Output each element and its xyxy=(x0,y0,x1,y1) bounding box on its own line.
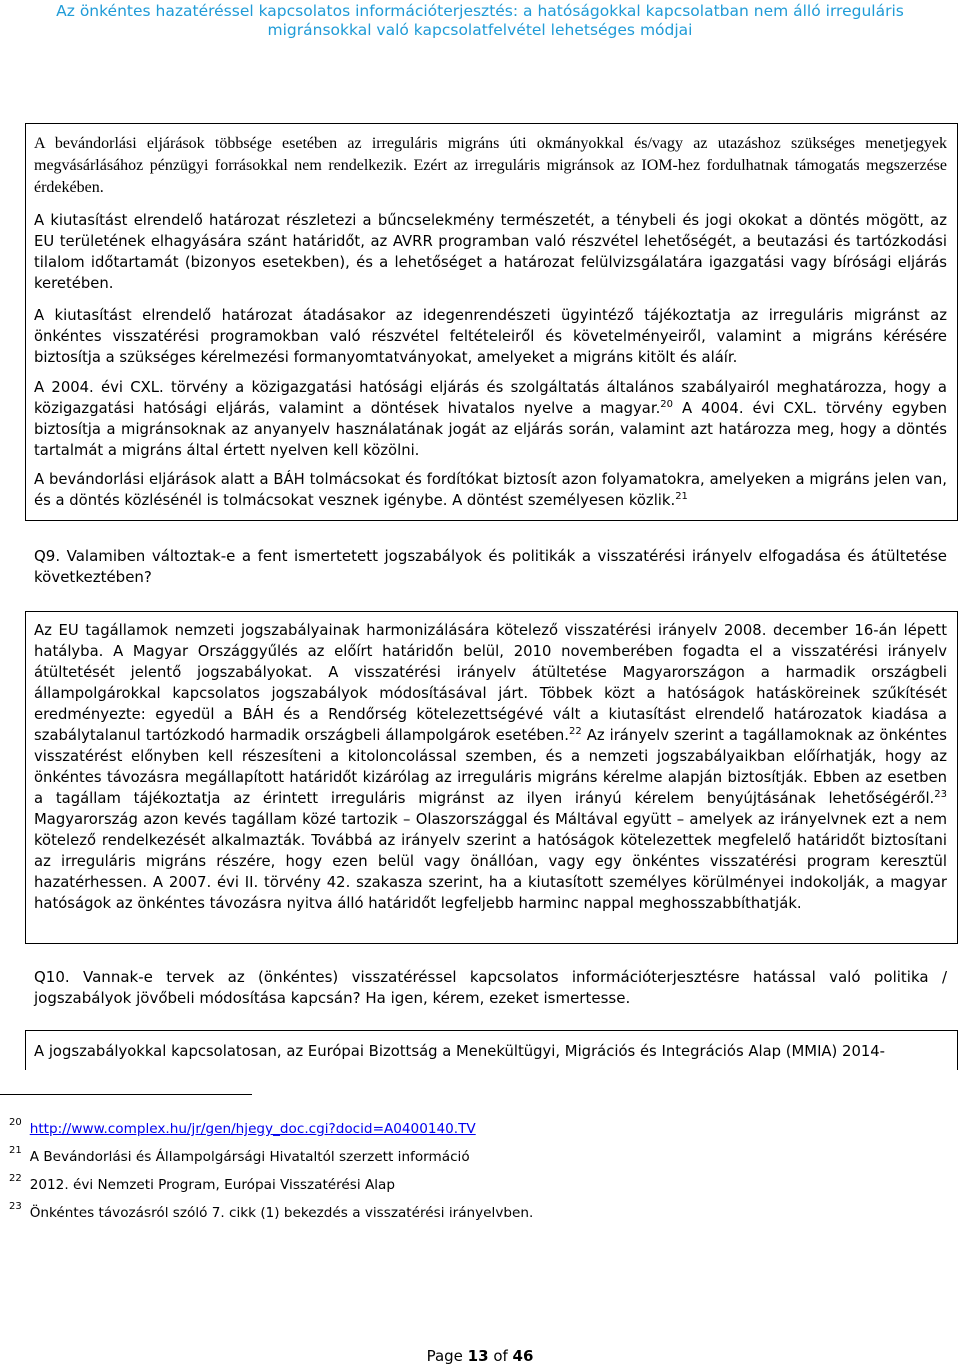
paragraph-return-directive xyxy=(34,620,947,914)
footnote-21 xyxy=(9,1145,470,1166)
footnote-number: 22 xyxy=(9,1173,22,1185)
footnote-text: A Bevándorlási és Állampolgársági Hivataltól szerzett információ xyxy=(29,1149,470,1165)
page-number xyxy=(0,1346,960,1366)
paragraph-interpreters xyxy=(34,469,947,511)
paragraph-iom: A bevándorlási eljárások többsége esetében az irreguláris migráns úti okmányokkal és/vagy az utazáshoz szükséges menetjegyek megvásárlásához pénzügyi forrásokkal nem rendelkezik. Ezért az irreguláris migránsok az IOM-hez fordulhatnak támogatás megszerzése érdekében. xyxy=(34,135,947,196)
page-prefix: Page xyxy=(426,1347,468,1365)
footnote-20 xyxy=(9,1117,476,1138)
page-current: 13 xyxy=(467,1347,489,1365)
page-sep: of xyxy=(488,1347,513,1365)
interpreters-text: A bevándorlási eljárások alatt a BÁH tolmácsokat és fordítókat biztosít azon folyamatokra, amelyeken a migráns jelen van, és a döntés közlésénél is tolmácsokat vesznek igénybe. A döntést személyesen közlik. xyxy=(34,471,947,509)
language-law-text-a: A 2004. évi CXL. törvény a közigazgatási hatósági eljárás és szolgáltatás általános szabályairól meghatározza, hogy a közigazgatási hatósági eljárás, valamint a döntések hivatalos nyelve a magyar. xyxy=(34,379,947,417)
footnote-23 xyxy=(9,1201,534,1222)
footnote-ref-22[interactable]: 22 xyxy=(569,726,582,738)
question-q10: Q10. Vannak-e tervek az (önkéntes) visszatéréssel kapcsolatos információterjesztésre hatással való politika / jogszabályok jövőbeli módosítása kapcsán? Ha igen, kérem, ezeket ismertesse. xyxy=(34,968,947,1007)
question-q9: Q9. Valamiben változtak-e a fent ismertetett jogszabályok és politikák a visszatérési irányelv elfogadása és átültetése következtében? xyxy=(34,547,947,586)
paragraph-handover: A kiutasítást elrendelő határozat átadásakor az idegenrendészeti ügyintéző tájékoztatja az irreguláris migránst az önkéntes visszatérési programokban való részvétel feltételeiről és követelményeiről, valamint a migráns kérésére biztosítja a szükséges kérelmezési formanyomtatványokat, amelyeket a migráns kitölt és aláír. xyxy=(34,307,947,366)
language-law-text-b: A 4004. évi CXL. törvény egyben biztosítja a migránsoknak az anyanyelv használatának jogát az eljárás során, valamint azt határozza meg, hogy a döntés tartalmát a migráns által értett nyelven kell közölni. xyxy=(34,400,948,459)
footnote-number: 21 xyxy=(9,1145,22,1157)
directive-text-3: Magyarország azon kevés tagállam közé tartozik – Olaszországgal és Máltával együtt – amelyek az irányelvnek ezt a nem kötelező rendelkezését alkalmazták. Továbbá az irányelv szerint a hatóságok kötelezettek megfelelő határidőt biztosítani az irreguláris migráns részére, hogy ezen belül vagy önállóan, vagy egy önkéntes visszatérési program keresztül hazatérhessen. A 2007. évi II. törvény 42. szakasza szerint, ha a kiutasított személyes körülményei indokolják, a magyar hatóságok az önkéntes távozásra nyitva álló határidőt legfeljebb harminc nappal meghosszabbíthatják. xyxy=(34,811,947,912)
directive-text-2: Az irányelv szerint a tagállamoknak az önkéntes visszatérést előnyben kell részesíteni a kitoloncolással szemben, és a nemzeti jogszabályaikban előírhatják, hogy az önkéntes távozásra megállapított határidőt kizárólag az irreguláris migráns kérelme alapján biztosítják. Ebben az esetben a tagállam tájékoztatja az érintett irreguláris migránst az ilyen irányú kérelem benyújtásának lehetőségéről. xyxy=(34,727,947,807)
footnote-text: Önkéntes távozásról szóló 7. cikk (1) bekezdés a visszatérési irányelvben. xyxy=(29,1205,534,1221)
header-line-2: migránsokkal való kapcsolatfelvétel lehetséges módjai xyxy=(267,21,693,39)
footnote-number: 23 xyxy=(9,1201,22,1213)
paragraph-mmia: A jogszabályokkal kapcsolatosan, az Európai Bizottság a Menekültügyi, Migrációs és Integrációs Alap (MMIA) 2014- xyxy=(34,1043,886,1060)
paragraph-language-law xyxy=(34,377,947,461)
paragraph-expulsion-decision: A kiutasítást elrendelő határozat részletezi a bűncselekmény természetét, a ténybeli és jogi okokat a döntés mögött, az EU területének elhagyására szánt határidőt, az AVRR programban való részvétel lehetőségét, a beutazási és tartózkodási tilalom időtartamát (bizonyos esetekben), és a lehetőséget a határozat felülvizsgálatára igazgatási vagy bírósági eljárás keretében. xyxy=(34,212,947,292)
directive-text-1: Az EU tagállamok nemzeti jogszabályainak harmonizálására kötelező visszatérési irányelv 2008. december 16-án lépett hatályba. A Magyar Országgyűlés az előírt határidőn belül, 2010 novemberében fogadta el a visszatérési irányelv átültetését jelentő jogszabályokat. A visszatérési irányelv átültetése Magyarországon a harmadik országbeli állampolgárokkal kapcsolatos jogszabályok módosításával járt. Többek közt a hatóságok hatásköreinek szűkítését eredményezte: egyedül a BÁH és a Rendőrség kötelezettségévé vált a kiutasítást elrendelő határozatok kiadása a szabálytalanul tartózkodó harmadik országbeli állampolgárok esetében. xyxy=(34,622,947,744)
footnote-separator xyxy=(0,1094,252,1095)
footnote-link[interactable]: http://www.complex.hu/jr/gen/hjegy_doc.cgi?docid=A0400140.TV xyxy=(29,1121,476,1137)
footnote-number: 20 xyxy=(9,1117,22,1129)
footnote-ref-21[interactable]: 21 xyxy=(675,491,688,503)
footnote-ref-20[interactable]: 20 xyxy=(660,399,674,411)
footnote-ref-23[interactable]: 23 xyxy=(934,789,947,801)
footnote-text: 2012. évi Nemzeti Program, Európai Visszatérési Alap xyxy=(29,1177,396,1193)
header-line-1: Az önkéntes hazatéréssel kapcsolatos információterjesztés: a hatóságokkal kapcsolatban nem álló irreguláris xyxy=(56,2,904,20)
page-total: 46 xyxy=(512,1347,534,1365)
footnote-22 xyxy=(9,1173,396,1194)
